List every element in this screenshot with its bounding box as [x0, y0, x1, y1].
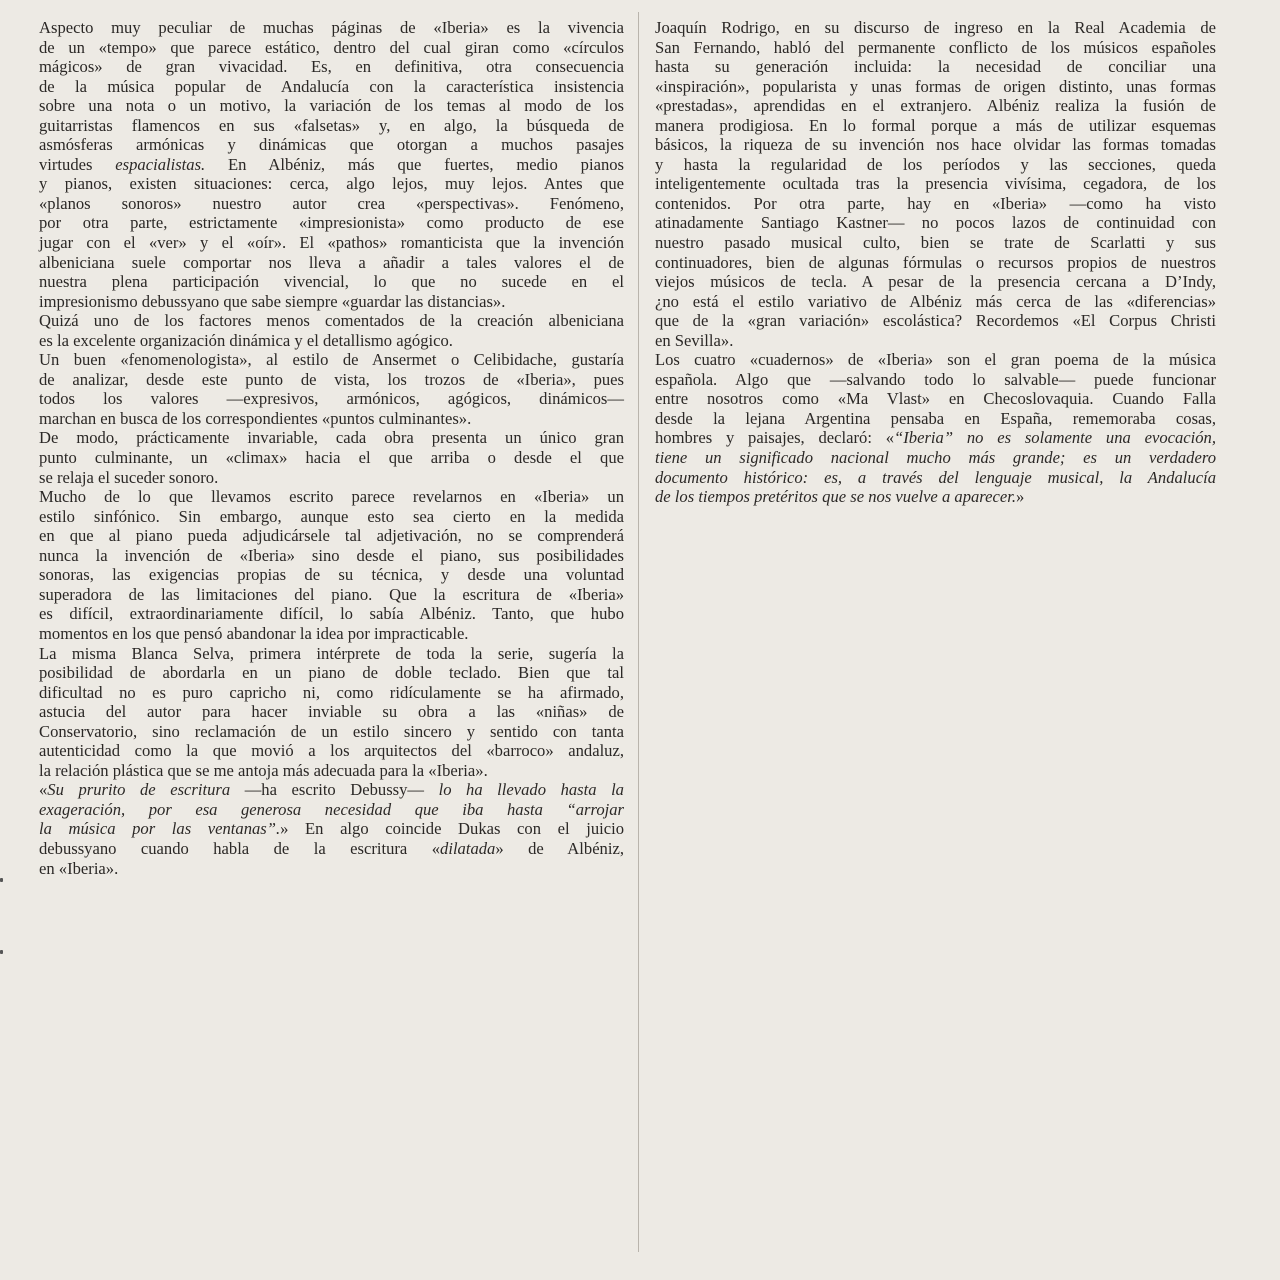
text-segment: en Sevilla». — [655, 330, 734, 350]
text-line — [655, 96, 1216, 116]
text-segment: Mucho de lo que llevamos escrito parece revelarnos en «Iberia» un — [39, 487, 624, 507]
right-text-column — [655, 18, 1216, 507]
text-line — [39, 213, 624, 233]
text-segment: de analizar, desde este punto de vista, los trozos de «Iberia», pues — [39, 369, 624, 389]
text-segment: Conservatorio, sino reclamación de un estilo sincero y sentido con tanta — [39, 721, 624, 741]
text-line — [655, 38, 1216, 58]
text-segment: y hasta la regularidad de los períodos y las secciones, queda — [655, 154, 1216, 174]
text-line — [39, 18, 624, 38]
text-segment: «inspiración», popularista y unas formas de origen distinto, unas formas — [655, 76, 1216, 96]
text-line — [39, 253, 624, 273]
text-line — [39, 683, 624, 703]
italic-text: espacialistas. — [115, 154, 206, 174]
text-line — [39, 448, 624, 468]
text-segment: momentos en los que pensó abandonar la idea por impracticable. — [39, 623, 469, 643]
text-segment: marchan en busca de los correspondientes «puntos culminantes». — [39, 408, 472, 428]
text-segment: continuadores, bien de algunas fórmulas o recursos propios de nuestros — [655, 252, 1216, 272]
text-line — [39, 468, 624, 488]
text-line — [655, 155, 1216, 175]
text-line — [655, 135, 1216, 155]
text-segment: » — [1016, 487, 1025, 507]
italic-text: lo ha llevado hasta la — [438, 780, 624, 800]
text-segment: debussyano cuando habla de la escritura « — [39, 838, 441, 858]
text-line — [39, 370, 624, 390]
text-segment: sobre una nota o un motivo, la variación de los temas al modo de los — [39, 96, 624, 116]
text-line — [39, 604, 624, 624]
text-segment: la relación plástica que se me antoja más adecuada para la «Iberia». — [39, 760, 488, 780]
text-line — [655, 57, 1216, 77]
text-segment: que de la «gran variación» escolástica? Recordemos «El Corpus Christi — [655, 311, 1216, 331]
italic-text: Su prurito de escritura — [47, 780, 231, 800]
text-segment: se relaja el suceder sonoro. — [39, 467, 219, 487]
text-line — [655, 468, 1216, 488]
text-line — [39, 311, 624, 331]
text-segment: española. Algo que —salvando todo lo salvable— puede funcionar — [655, 369, 1216, 389]
text-segment: Quizá uno de los factores menos comentados de la creación albeniciana — [39, 311, 624, 331]
text-segment: de la música popular de Andalucía con la característica insistencia — [39, 76, 624, 96]
italic-text: “Iberia” no es solamente una evocación, — [894, 428, 1217, 448]
text-segment: contenidos. Por otra parte, hay en «Iberia» —como ha visto — [655, 193, 1216, 213]
italic-text: dilatada — [440, 838, 496, 858]
text-line — [39, 780, 624, 800]
text-line — [655, 331, 1216, 351]
edge-mark — [0, 878, 3, 882]
text-line — [655, 194, 1216, 214]
text-segment: mágicos» de gran vivacidad. Es, en definitiva, otra consecuencia — [39, 57, 624, 77]
text-segment: La misma Blanca Selva, primera intérprete de toda la serie, sugería la — [39, 643, 624, 663]
text-segment: nuestro pasado musical culto, bien se trate de Scarlatti y sus — [655, 233, 1216, 253]
text-segment: y pianos, existen situaciones: cerca, algo lejos, muy lejos. Antes que — [39, 174, 624, 194]
text-line — [39, 585, 624, 605]
text-segment: » En algo coincide Dukas con el juicio — [280, 819, 624, 839]
text-line — [39, 565, 624, 585]
italic-text: documento histórico: es, a través del lenguaje musical, la Andalucía — [655, 467, 1216, 487]
text-line — [39, 663, 624, 683]
edge-mark — [0, 950, 3, 954]
text-line — [39, 96, 624, 116]
text-line — [39, 761, 624, 781]
italic-text: de los tiempos pretéritos que se nos vuelve a aparecer. — [655, 487, 1016, 507]
text-line — [655, 253, 1216, 273]
text-segment: manera prodigiosa. En lo formal porque a más de utilizar esquemas — [655, 115, 1216, 135]
text-line — [39, 155, 624, 175]
text-line — [655, 174, 1216, 194]
text-line — [655, 311, 1216, 331]
text-segment: inteligentemente ocultada tras la presencia vivísima, cegadora, de los — [655, 174, 1216, 194]
text-line — [655, 116, 1216, 136]
text-line — [655, 233, 1216, 253]
text-segment: » de Albéniz, — [495, 838, 624, 858]
text-segment: en «Iberia». — [39, 858, 119, 878]
text-segment: posibilidad de abordarla en un piano de doble teclado. Bien que tal — [39, 663, 624, 683]
text-segment: entre nosotros como «Ma Vlast» en Checoslovaquia. Cuando Falla — [655, 389, 1216, 409]
text-line — [39, 428, 624, 448]
text-line — [39, 116, 624, 136]
text-line — [39, 722, 624, 742]
text-segment: nunca la invención de «Iberia» sino desde el piano, sus posibilidades — [39, 545, 624, 565]
text-segment: asmósferas armónicas y dinámicas que otorgan a muchos pasajes — [39, 135, 624, 155]
text-line — [39, 233, 624, 253]
text-segment: Joaquín Rodrigo, en su discurso de ingreso en la Real Academia de — [655, 18, 1216, 37]
text-segment: albeniciana suele comportar nos lleva a añadir a tales valores el de — [39, 252, 624, 272]
text-line — [39, 389, 624, 409]
text-line — [39, 819, 624, 839]
text-line — [39, 800, 624, 820]
text-segment: superadora de las limitaciones del piano. Que la escritura de «Iberia» — [39, 584, 624, 604]
text-segment: nuestra plena participación vivencial, lo que no sucede en el — [39, 272, 624, 292]
column-divider — [638, 12, 639, 1252]
text-line — [39, 272, 624, 292]
text-segment: sonoras, las exigencias propias de su técnica, y desde una voluntad — [39, 565, 624, 585]
text-line — [39, 507, 624, 527]
text-segment: punto culminante, un «climax» hacia el que arriba o desde el que — [39, 448, 624, 468]
text-segment: Un buen «fenomenologista», al estilo de Ansermet o Celibidache, gustaría — [39, 350, 624, 370]
italic-text: exageración, por esa generosa necesidad que iba hasta “arrojar — [39, 799, 624, 819]
text-line — [39, 487, 624, 507]
text-line — [655, 487, 1216, 507]
text-segment: « — [39, 780, 48, 800]
italic-text: tiene un significado nacional mucho más grande; es un verdadero — [655, 448, 1216, 468]
text-line — [655, 292, 1216, 312]
text-line — [39, 546, 624, 566]
text-segment: Aspecto muy peculiar de muchas páginas de «Iberia» es la vivencia — [39, 18, 624, 37]
text-line — [39, 194, 624, 214]
text-line — [39, 624, 624, 644]
text-segment: De modo, prácticamente invariable, cada obra presenta un único gran — [39, 428, 624, 448]
text-line — [655, 18, 1216, 38]
text-line — [39, 644, 624, 664]
text-line — [39, 135, 624, 155]
text-segment: «planos sonoros» nuestro autor crea «perspectivas». Fenómeno, — [39, 193, 624, 213]
left-text-column — [39, 18, 624, 878]
text-line — [655, 409, 1216, 429]
text-segment: todos los valores —expresivos, armónicos, agógicos, dinámicos— — [39, 389, 624, 409]
text-line — [39, 331, 624, 351]
text-line — [655, 350, 1216, 370]
text-segment: astucia del autor para hacer inviable su obra a las «niñas» de — [39, 702, 624, 722]
text-line — [39, 38, 624, 58]
text-segment: es la excelente organización dinámica y el detallismo agógico. — [39, 330, 453, 350]
text-segment: En Albéniz, más que fuertes, medio pianos — [205, 154, 624, 174]
text-segment: guitarristas flamencos en sus «falsetas» y, en algo, la búsqueda de — [39, 115, 624, 135]
text-segment: viejos músicos de tecla. A pesar de la presencia cercana a D’Indy, — [655, 272, 1216, 292]
text-line — [39, 350, 624, 370]
text-line — [39, 702, 624, 722]
text-segment: es difícil, extraordinariamente difícil, lo sabía Albéniz. Tanto, que hubo — [39, 604, 624, 624]
text-line — [655, 428, 1216, 448]
text-segment: —ha escrito Debussy— — [230, 780, 439, 800]
text-segment: impresionismo debussyano que sabe siempre «guardar las distancias». — [39, 291, 506, 311]
text-line — [39, 741, 624, 761]
text-line — [39, 526, 624, 546]
text-segment: «prestadas», aprendidas en el extranjero. Albéniz realiza la fusión de — [655, 96, 1216, 116]
text-segment: virtudes — [39, 154, 116, 174]
text-line — [39, 57, 624, 77]
text-line — [655, 370, 1216, 390]
text-segment: San Fernando, habló del permanente conflicto de los músicos españoles — [655, 37, 1216, 57]
text-line — [39, 174, 624, 194]
text-segment: autenticidad como la que movió a los arquitectos del «barroco» andaluz, — [39, 741, 624, 761]
italic-text: la música por las ventanas”. — [39, 819, 281, 839]
text-line — [655, 272, 1216, 292]
text-line — [39, 292, 624, 312]
text-segment: ¿no está el estilo variativo de Albéniz más cerca de las «diferencias» — [655, 291, 1216, 311]
text-segment: hasta su generación incluida: la necesidad de conciliar una — [655, 57, 1216, 77]
text-segment: Los cuatro «cuadernos» de «Iberia» son el gran poema de la música — [655, 350, 1216, 370]
text-line — [655, 213, 1216, 233]
text-line — [39, 839, 624, 859]
text-segment: dificultad no es puro capricho ni, como ridículamente se ha afirmado, — [39, 682, 624, 702]
text-segment: jugar con el «ver» y el «oír». El «pathos» romanticista que la invención — [39, 233, 624, 253]
text-segment: básicos, la riqueza de su invención nos hace olvidar las formas tomadas — [655, 135, 1216, 155]
text-segment: atinadamente Santiago Kastner— no pocos lazos de continuidad con — [655, 213, 1216, 233]
text-segment: hombres y paisajes, declaró: « — [655, 428, 895, 448]
text-line — [655, 389, 1216, 409]
text-segment: de un «tempo» que parece estático, dentro del cual giran como «círculos — [39, 37, 624, 57]
text-segment: en que al piano pueda adjudicársele tal adjetivación, no se comprenderá — [39, 526, 624, 546]
text-segment: desde la lejana Argentina pensaba en España, rememoraba cosas, — [655, 408, 1216, 428]
text-line — [39, 77, 624, 97]
text-line — [39, 409, 624, 429]
text-segment: por otra parte, estrictamente «impresionista» como producto de ese — [39, 213, 624, 233]
text-line — [655, 77, 1216, 97]
text-line — [39, 859, 624, 879]
text-segment: estilo sinfónico. Sin embargo, aunque esto sea cierto en la medida — [39, 506, 624, 526]
text-line — [655, 448, 1216, 468]
